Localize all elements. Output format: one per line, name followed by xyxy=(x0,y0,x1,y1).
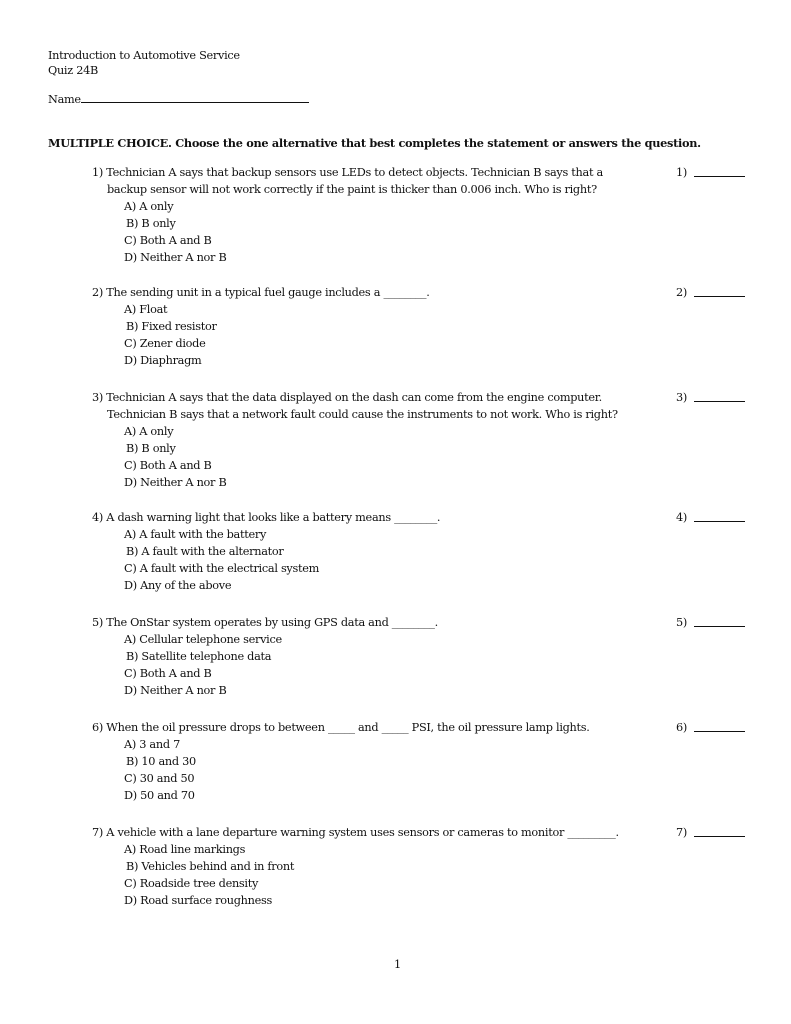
answer-blank[interactable] xyxy=(694,719,745,732)
instructions: MULTIPLE CHOICE. Choose the one alternative that best completes the statement or answers the question. xyxy=(48,136,701,150)
question-stem xyxy=(92,719,590,736)
quiz-title: Quiz 24B xyxy=(48,64,98,77)
answer-option[interactable]: C) Both A and B xyxy=(124,667,212,680)
answer-number: 3) xyxy=(676,391,687,404)
question-stem xyxy=(92,164,603,181)
name-blank[interactable] xyxy=(81,102,309,103)
answer-number: 1) xyxy=(676,166,687,179)
question-number: 5) xyxy=(92,616,103,629)
answer-number: 2) xyxy=(676,286,687,299)
answer-option[interactable]: B) B only xyxy=(126,217,176,230)
answer-option[interactable]: A) Road line markings xyxy=(124,843,246,856)
answer-option[interactable]: A) Float xyxy=(124,303,168,316)
answer-option[interactable]: C) Roadside tree density xyxy=(124,877,259,890)
answer-option[interactable]: D) Neither A nor B xyxy=(124,476,227,489)
question-text: Technician A says that backup sensors use LEDs to detect objects. Technician B says that a xyxy=(106,166,603,179)
question-text: Technician A says that the data displayed on the dash can come from the engine computer. xyxy=(106,391,602,404)
question-stem xyxy=(92,389,602,406)
answer-number: 6) xyxy=(676,721,687,734)
answer-option[interactable]: A) Cellular telephone service xyxy=(124,633,282,646)
answer-option[interactable]: B) B only xyxy=(126,442,176,455)
question-text: The OnStar system operates by using GPS data and ________. xyxy=(106,616,438,629)
question-text: A dash warning light that looks like a battery means ________. xyxy=(106,511,441,524)
answer-option[interactable]: D) 50 and 70 xyxy=(124,789,195,802)
answer-option[interactable]: A) 3 and 7 xyxy=(124,738,180,751)
question-text-continued: Technician B says that a network fault could cause the instruments to not work. Who is right? xyxy=(107,408,618,421)
question-number: 1) xyxy=(92,166,103,179)
page-number: 1 xyxy=(394,958,401,971)
answer-blank[interactable] xyxy=(694,824,745,837)
question-text: A vehicle with a lane departure warning system uses sensors or cameras to monitor _________. xyxy=(106,826,619,839)
course-title: Introduction to Automotive Service xyxy=(48,49,240,62)
answer-number: 5) xyxy=(676,616,687,629)
question-number: 3) xyxy=(92,391,103,404)
answer-option[interactable]: A) A only xyxy=(124,425,174,438)
answer-option[interactable]: D) Neither A nor B xyxy=(124,251,227,264)
name-label: Name xyxy=(48,93,81,106)
answer-number: 7) xyxy=(676,826,687,839)
answer-blank[interactable] xyxy=(694,389,745,402)
answer-blank[interactable] xyxy=(694,164,745,177)
question-number: 2) xyxy=(92,286,103,299)
question-text-continued: backup sensor will not work correctly if the paint is thicker than 0.006 inch. Who is right? xyxy=(107,183,597,196)
question-stem xyxy=(92,509,440,526)
answer-option[interactable]: A) A fault with the battery xyxy=(124,528,267,541)
answer-option[interactable]: B) 10 and 30 xyxy=(126,755,196,768)
answer-option[interactable]: D) Road surface roughness xyxy=(124,894,272,907)
question-text: When the oil pressure drops to between _____ and _____ PSI, the oil pressure lamp lights. xyxy=(106,721,590,734)
question-number: 4) xyxy=(92,511,103,524)
question-stem xyxy=(92,824,619,841)
answer-option[interactable]: C) Both A and B xyxy=(124,234,212,247)
answer-option[interactable]: D) Any of the above xyxy=(124,579,232,592)
answer-option[interactable]: D) Diaphragm xyxy=(124,354,202,367)
answer-option[interactable]: D) Neither A nor B xyxy=(124,684,227,697)
answer-blank[interactable] xyxy=(694,284,745,297)
answer-option[interactable]: B) Fixed resistor xyxy=(126,320,217,333)
question-number: 7) xyxy=(92,826,103,839)
question-stem xyxy=(92,284,430,301)
answer-option[interactable]: B) Vehicles behind and in front xyxy=(126,860,295,873)
name-field[interactable] xyxy=(48,91,309,108)
answer-option[interactable]: C) 30 and 50 xyxy=(124,772,195,785)
question-number: 6) xyxy=(92,721,103,734)
answer-option[interactable]: B) A fault with the alternator xyxy=(126,545,284,558)
answer-option[interactable]: A) A only xyxy=(124,200,174,213)
answer-option[interactable]: C) Both A and B xyxy=(124,459,212,472)
question-text: The sending unit in a typical fuel gauge includes a ________. xyxy=(106,286,430,299)
answer-option[interactable]: C) A fault with the electrical system xyxy=(124,562,320,575)
answer-number: 4) xyxy=(676,511,687,524)
answer-blank[interactable] xyxy=(694,509,745,522)
answer-blank[interactable] xyxy=(694,614,745,627)
answer-option[interactable]: B) Satellite telephone data xyxy=(126,650,272,663)
answer-option[interactable]: C) Zener diode xyxy=(124,337,206,350)
question-stem xyxy=(92,614,438,631)
